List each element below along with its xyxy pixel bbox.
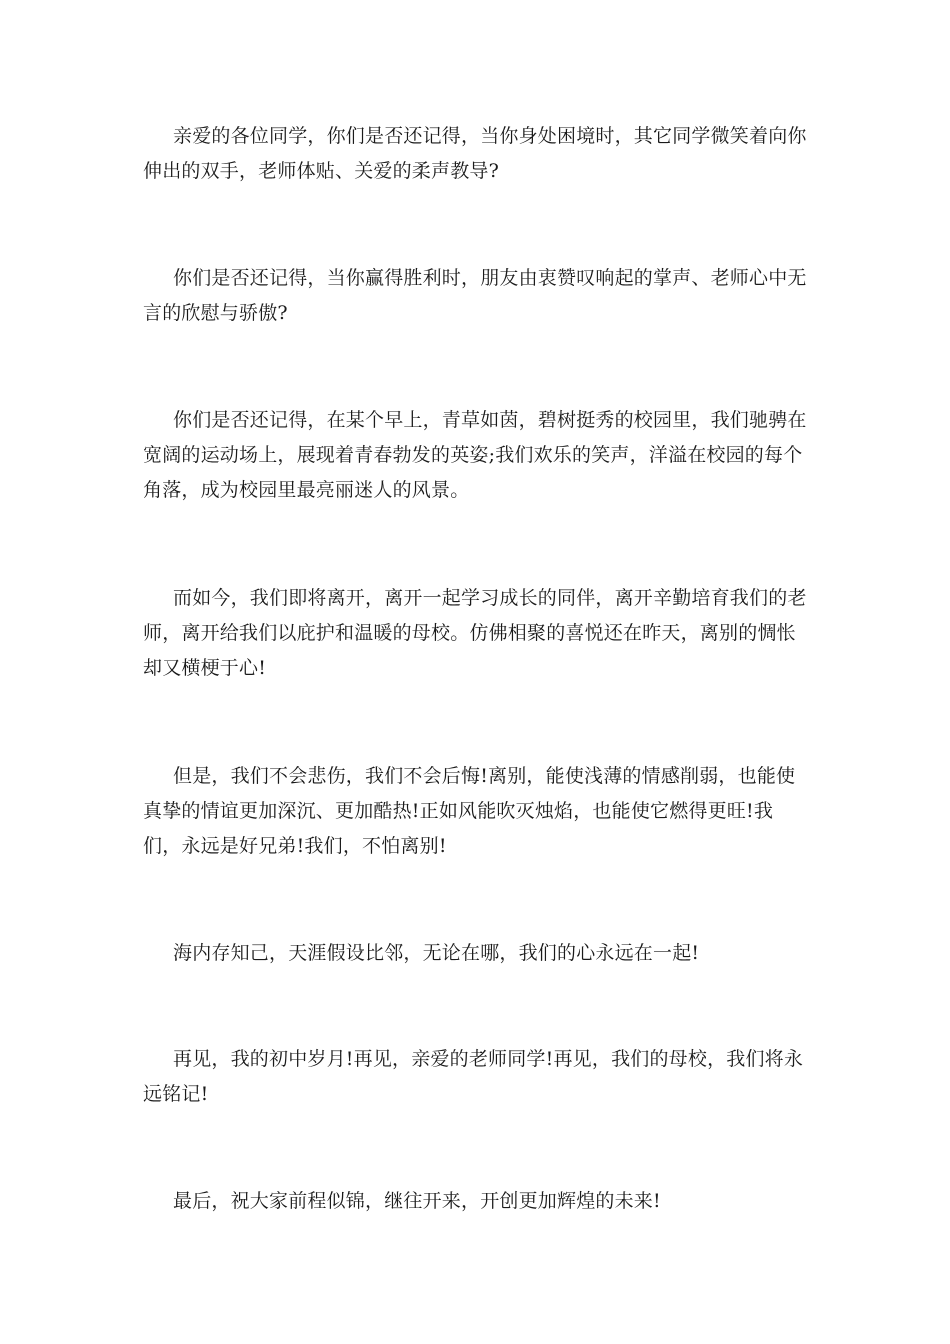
paragraph-6: 海内存知己，天涯假设比邻，无论在哪，我们的心永远在一起! [173,942,700,964]
paragraph-4: 而如今，我们即将离开，离开一起学习成长的同伴，离开辛勤培育我们的老师，离开给我们以庇护和温暖的母校。仿佛相聚的喜悦还在昨天，离别的惆怅却又横梗于心! [143,587,807,679]
paragraph-5: 但是，我们不会悲伤，我们不会后悔!离别，能使浅薄的情感削弱，也能使真挚的情谊更加深沉、更加酷热!正如风能吹灭烛焰，也能使它燃得更旺!我们，永远是好兄弟!我们，不怕离别! [143,765,796,857]
paragraph-1: 亲爱的各位同学，你们是否还记得，当你身处困境时，其它同学微笑着向你伸出的双手，老师体贴、关爱的柔声教导? [143,125,807,182]
paragraph-7: 再见，我的初中岁月!再见，亲爱的老师同学!再见，我们的母校，我们将永远铭记! [143,1048,804,1105]
paragraph-3: 你们是否还记得，在某个早上，青草如茵，碧树挺秀的校园里，我们驰骋在宽阔的运动场上，展现着青春勃发的英姿;我们欢乐的笑声，洋溢在校园的每个角落，成为校园里最亮丽迷人的风景。 [143,409,807,501]
paragraph-2: 你们是否还记得，当你赢得胜利时，朋友由衷赞叹响起的掌声、老师心中无言的欣慰与骄傲? [143,267,807,324]
paragraph-8: 最后，祝大家前程似锦，继往开来，开创更加辉煌的未来! [173,1190,661,1212]
